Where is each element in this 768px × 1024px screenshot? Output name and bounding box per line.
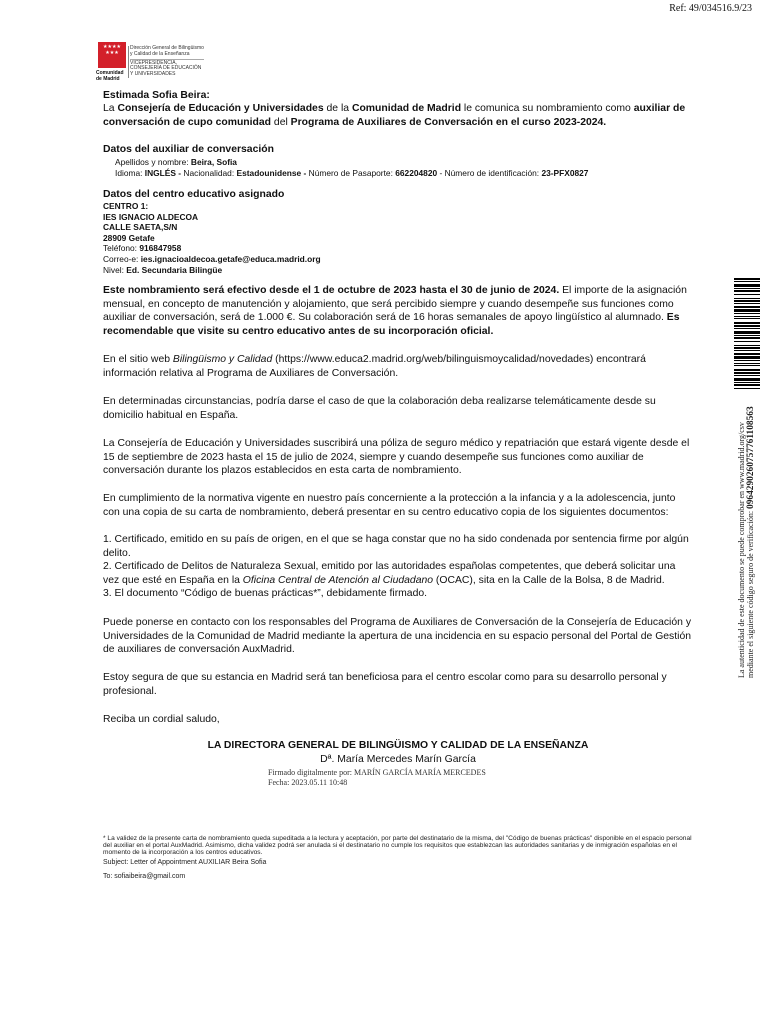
phone-label: Teléfono: xyxy=(103,243,140,254)
logo-org-line5: Y UNIVERSIDADES xyxy=(130,71,176,78)
p2-text: (https://www.educa2.madrid.org/web/bilinguismoycalidad/novedades) encontrará información relativa al Programa de Auxiliares de Conversación. xyxy=(103,354,646,379)
paragraph-effective-dates xyxy=(103,284,693,338)
id-value: 23-PFX0827 xyxy=(541,168,589,178)
footnote: * La validez de la presente carta de nombramiento queda supeditada a la lectura y aceptación, por parte del destinatario de la misma, del "Código de buenas prácticas" disponible en el espacio personal del auxiliar en el portal AuxMadrid. Asimismo, dicha validez podrá ser anulada si el destinatario no cumple los requisitos que establezcan las autoridades sanitarias y de inmigración españolas en el momento de la incorporación a los centros educativos. xyxy=(103,835,692,856)
barcode-bar xyxy=(734,303,760,304)
assistant-heading: Datos del auxiliar de conversación xyxy=(103,144,274,155)
nationality-value: Estadounidense - xyxy=(236,168,309,178)
language-value: INGLÉS - xyxy=(144,168,184,178)
barcode-bar xyxy=(734,300,760,302)
p1-bold: Este nombramiento será efectivo desde el 1 de octubre de 2023 hasta el 30 de junio de 2024. xyxy=(103,285,560,296)
barcode-bar xyxy=(734,337,760,339)
intro-part: del xyxy=(271,116,291,128)
language-label: Idioma: xyxy=(115,168,145,178)
greeting-text: Estimada Sofia Beira: xyxy=(103,90,210,101)
logo-name-line2: de Madrid xyxy=(96,76,120,82)
signed-by: Firmado digitalmente por: MARÍN GARCÍA MARÍA MERCEDES xyxy=(268,768,486,777)
barcode-bar xyxy=(734,290,760,292)
barcode-bar xyxy=(734,331,760,334)
csv-code: 0964290260757761108563 xyxy=(746,406,757,509)
passport-label: Número de Pasaporte: xyxy=(308,168,396,178)
verification-line1: La autenticidad de este documento se puede comprobar en www.madrid.org/csv xyxy=(737,422,746,678)
barcode-bar xyxy=(734,281,760,282)
barcode-bar xyxy=(734,341,760,342)
barcode-bar xyxy=(734,322,760,324)
logo-divider xyxy=(128,46,129,78)
paragraph-regulations: En cumplimiento de la normativa vigente en nuestro país concerniente a la protección a la infancia y a la adolescencia, junto con una copia de su carta de nombramiento, deberá presentar en su centro educativo copia de los siguientes documentos: xyxy=(103,493,676,518)
p1-bold2: Es recomendable que visite su centro educativo antes de su incorporación oficial. xyxy=(103,312,680,337)
logo-org-line2: y Calidad de la Enseñanza xyxy=(130,50,190,57)
logo-org-text xyxy=(130,46,204,78)
passport-value: 662204820 xyxy=(395,168,438,178)
email-value: ies.ignacioaldecoa.getafe@educa.madrid.org xyxy=(140,253,321,264)
logo-name xyxy=(96,70,124,82)
barcode-bar xyxy=(734,298,760,299)
document-list xyxy=(103,533,693,601)
barcode-bar xyxy=(734,309,760,312)
greeting xyxy=(103,89,693,103)
barcode-bar xyxy=(734,313,760,314)
center-number: CENTRO 1: xyxy=(103,201,149,211)
barcode-bar xyxy=(734,347,760,349)
paragraph-contact: Puede ponerse en contacto con los responsables del Programa de Auxiliares de Conversación de la Consejería de Educación y Universidades de la Comunidad de Madrid mediante la apertura de una incidencia en su espacio personal del Portal de Gestión de auxiliares de conversación AuxMadrid. xyxy=(103,617,692,656)
barcode-bar xyxy=(734,318,760,319)
barcode-bar xyxy=(734,288,760,289)
level-label: Nivel: xyxy=(103,264,127,275)
logo-name-line1: Comunidad xyxy=(96,70,124,76)
closing: Reciba un cordial saludo, xyxy=(103,714,220,725)
logo-org-line1: Dirección General de Bilingüismo xyxy=(130,45,204,51)
barcode-bar xyxy=(734,278,760,280)
barcode-bar xyxy=(734,306,760,308)
id-label: - Número de identificación: xyxy=(437,168,542,178)
center-heading: Datos del centro educativo asignado xyxy=(103,189,285,200)
intro-part: de la xyxy=(323,103,352,114)
paragraph-website xyxy=(103,353,693,380)
name-label: Apellidos y nombre: xyxy=(115,157,191,167)
logo-org-line4: CONSEJERÍA DE EDUCACIÓN xyxy=(130,65,202,72)
item2-italic: Oficina Central de Atención al Ciudadano xyxy=(242,574,434,586)
center-name: IES IGNACIO ALDECOA xyxy=(103,211,199,222)
name-value: Beira, Sofia xyxy=(190,157,237,167)
barcode-bar xyxy=(734,294,760,295)
center-details xyxy=(103,201,693,275)
barcode-bar xyxy=(734,353,760,355)
logo-stars: ★★★★ ★★★ xyxy=(103,44,121,56)
assistant-details xyxy=(115,168,588,179)
list-item: 1. Certificado, emitido en su país de origen, en el que se haga constar que no ha sido condenada por sentencia firme por algún delito. xyxy=(103,534,689,559)
digital-signature xyxy=(268,768,486,788)
email-subject: Subject: Letter of Appointment AUXILIAR Beira Sofia xyxy=(103,859,267,866)
paragraph-telework: En determinadas circunstancias, podría darse el caso de que la colaboración deba realizarse telemáticamente desde su domicilio habitual en España. xyxy=(103,396,656,421)
paragraph-wishes: Estoy segura de que su estancia en Madrid será tan beneficiosa para el centro escolar como para su desarrollo personal y profesional. xyxy=(103,672,667,697)
phone-value: 916847958 xyxy=(139,243,182,254)
p2-italic: Bilingüismo y Calidad xyxy=(172,354,273,365)
item2-text: 2. Certificado de Delitos de Naturaleza Sexual, emitido por las autoridades españolas competentes, que deberá solicitar una vez que esté en España en la xyxy=(103,561,676,586)
reference-number: Ref: 49/034516.9/23 xyxy=(669,3,752,14)
intro-paragraph xyxy=(103,102,693,129)
verification-line2 xyxy=(746,358,756,678)
intro-part: La xyxy=(103,103,118,114)
list-item: 3. El documento “Código de buenas prácticas*”, debidamente firmado. xyxy=(103,588,428,600)
paragraph-insurance: La Consejería de Educación y Universidades suscribirá una póliza de seguro médico y repatriación que estará vigente desde el 15 de septiembre de 2023 hasta el 15 de julio de 2024, siempre y cuando desempeñe sus funciones como auxiliar de conversación durante los plazos establecidos en esta carta de nombramiento. xyxy=(103,438,690,477)
intro-bold: auxiliar de conversación de cupo comunidad xyxy=(103,103,686,128)
center-city: 28909 Getafe xyxy=(103,232,155,243)
p1-text: El importe de la asignación mensual, en concepto de manutención y alojamiento, que será percibido siempre y cuando desempeñe sus funciones como auxiliar de conversación, será de 1.000 €. Su colaboración será de 16 horas semanales de apoyo lingüístico al alumnado. xyxy=(103,285,687,324)
p2-text: En el sitio web xyxy=(103,354,173,365)
email-recipient: To: sofiaibeira@gmail.com xyxy=(103,873,186,880)
signed-date: Fecha: 2023.05.11 10:48 xyxy=(268,778,348,787)
nationality-label: Nacionalidad: xyxy=(183,168,237,178)
barcode-bar xyxy=(734,345,760,346)
barcode-bar xyxy=(734,350,760,351)
barcode-bar xyxy=(734,284,760,287)
intro-bold: Comunidad de Madrid xyxy=(351,103,462,114)
logo-org-line3: VICEPRESIDENCIA, xyxy=(130,59,204,67)
barcode-bar xyxy=(734,335,760,336)
assistant-name xyxy=(115,157,237,168)
signature-title: LA DIRECTORA GENERAL DE BILINGÜISMO Y CALIDAD DE LA ENSEÑANZA xyxy=(207,740,589,751)
list-item xyxy=(103,560,693,587)
verification-prefix: mediante el siguiente código seguro de verificación: xyxy=(746,508,756,678)
intro-bold: Consejería de Educación y Universidades xyxy=(117,103,324,114)
barcode-bar xyxy=(734,328,760,329)
intro-bold: Programa de Auxiliares de Conversación en el curso 2023-2024. xyxy=(290,116,607,128)
barcode-bar xyxy=(734,325,760,327)
intro-part: le comunica su nombramiento como xyxy=(461,103,634,114)
signature-name: Dª. María Mercedes Marín García xyxy=(320,754,476,765)
center-street: CALLE SAETA,S/N xyxy=(103,222,178,233)
barcode-bar xyxy=(734,316,760,317)
level-value: Ed. Secundaria Bilingüe xyxy=(126,264,223,275)
verification-text xyxy=(737,358,757,678)
email-label: Correo-e: xyxy=(103,253,141,264)
item2-text: (OCAC), sita en la Calle de la Bolsa, 8 de Madrid. xyxy=(433,574,665,586)
